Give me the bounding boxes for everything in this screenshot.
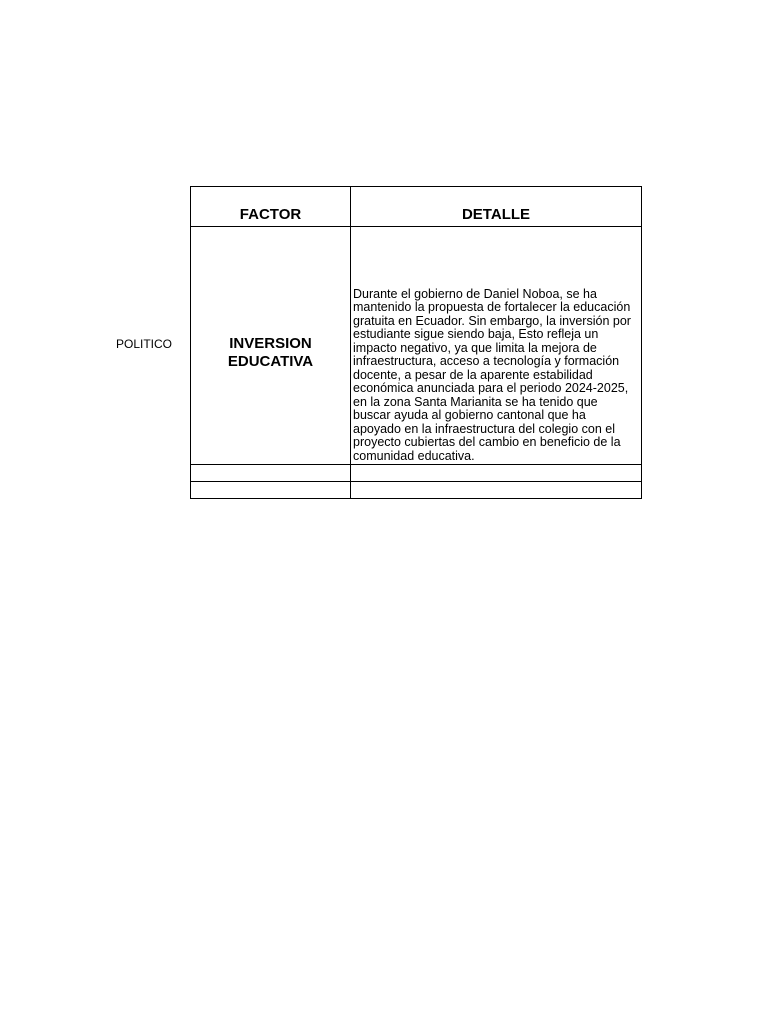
detail-cell: [351, 227, 642, 465]
empty-cell: [351, 465, 642, 482]
empty-cell: [351, 482, 642, 499]
factor-table: [190, 186, 642, 499]
detail-value: Durante el gobierno de Daniel Noboa, se ha mantenido la propuesta de fortalecer la educación gratuita en Ecuador. Sin embargo, la inversión por estudiante sigue siendo baja, Esto refleja un impacto negativo, ya que limita la mejora de infraestructura, acceso a tecnología y formación docente, a pesar de la aparente estabilidad económica anunciada para el periodo 2024-2025, en la zona Santa Marianita se ha tenido que buscar ayuda al gobierno cantonal que ha apoyado en la infraestructura del colegio con el proyecto cubiertas del cambio en beneficio de la comunidad educativa.: [353, 286, 631, 463]
empty-row: [191, 465, 642, 482]
empty-row: [191, 482, 642, 499]
header-factor: [191, 187, 351, 227]
empty-cell: [191, 482, 351, 499]
table-row: [191, 227, 642, 465]
header-factor-label: FACTOR: [239, 206, 302, 223]
row-label-politico: POLITICO: [116, 337, 173, 351]
factor-cell: [191, 227, 351, 465]
empty-cell: [191, 465, 351, 482]
table-header-row: [191, 187, 642, 227]
header-detalle: [351, 187, 642, 227]
factor-value: INVERSION EDUCATIVA: [227, 334, 314, 370]
header-detalle-label: DETALLE: [461, 206, 531, 223]
